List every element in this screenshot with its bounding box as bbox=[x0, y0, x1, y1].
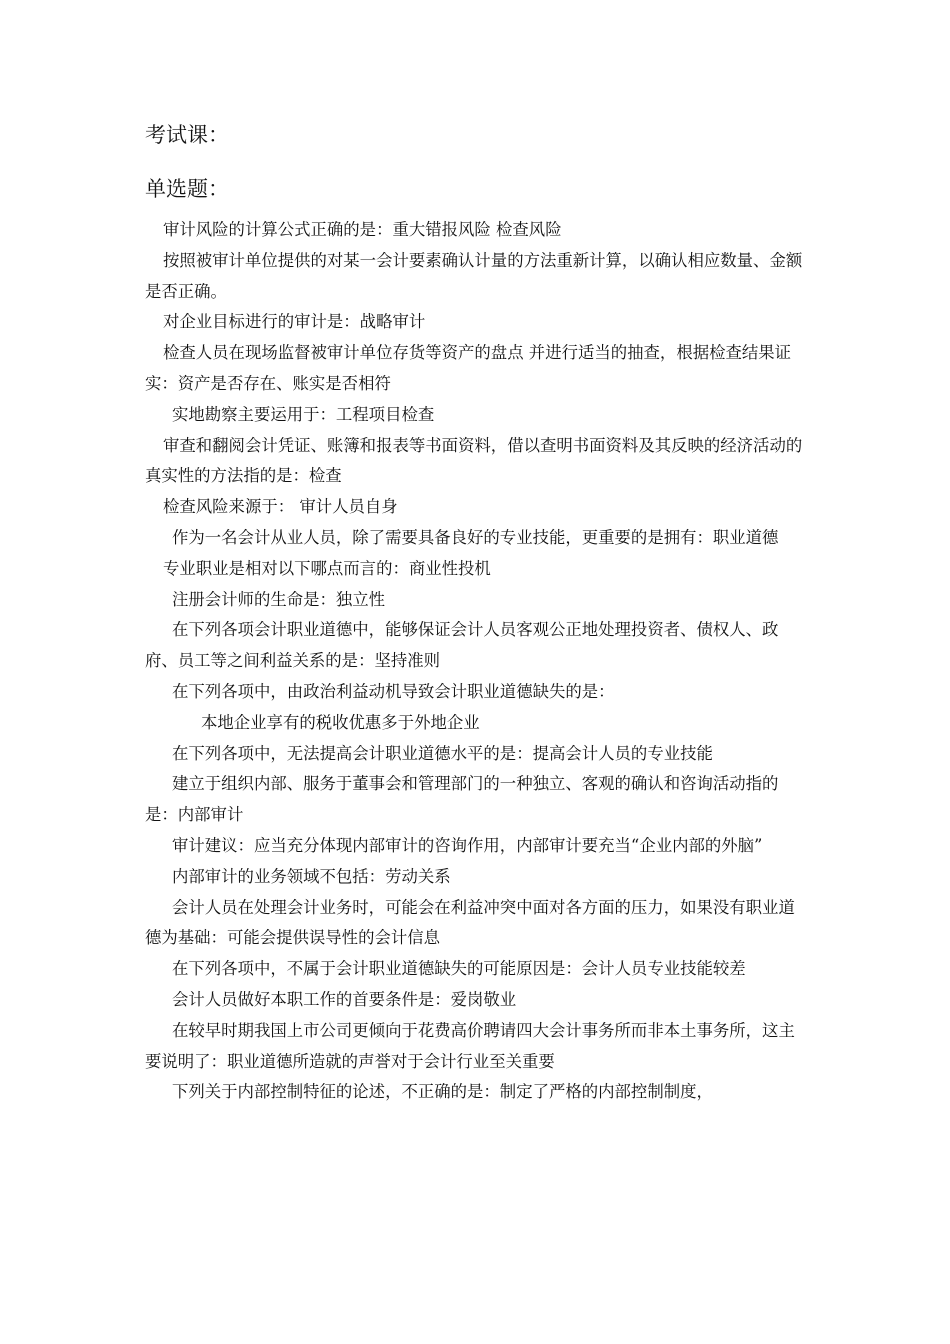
course-heading: 考试课： bbox=[145, 123, 229, 147]
list-item: 建立于组织内部、服务于董事会和管理部门的一种独立、客观的确认和咨询活动指的是：内部审计 bbox=[145, 774, 779, 825]
list-item: 在下列各项中，由政治利益动机导致会计职业道德缺失的是： bbox=[172, 681, 615, 701]
list-item: 在较早时期我国上市公司更倾向于花费高价聘请四大会计事务所而非本土事务所，这主要说明了：职业道德所造就的声誉对于会计行业至关重要 bbox=[145, 1020, 795, 1071]
section-heading: 单选题： bbox=[145, 177, 229, 201]
list-item: 检查风险来源于： 审计人员自身 bbox=[163, 497, 398, 517]
list-item: 作为一名会计从业人员，除了需要具备良好的专业技能，更重要的是拥有：职业道德 bbox=[172, 527, 779, 547]
list-item: 下列关于内部控制特征的论述，不正确的是：制定了严格的内部控制制度， bbox=[172, 1082, 713, 1102]
list-item: 按照被审计单位提供的对某一会计要素确认计量的方法重新计算，以确认相应数量、金额是否正确。 bbox=[145, 250, 803, 301]
list-item: 在下列各项中，不属于会计职业道德缺失的可能原因是：会计人员专业技能较差 bbox=[172, 959, 746, 979]
list-item: 专业职业是相对以下哪点而言的：商业性投机 bbox=[163, 558, 491, 578]
list-item: 在下列各项会计职业道德中，能够保证会计人员客观公正地处理投资者、债权人、政府、员工等之间利益关系的是：坚持准则 bbox=[145, 620, 779, 671]
list-item: 检查人员在现场监督被审计单位存货等资产的盘点 并进行适当的抽查，根据检查结果证实：资产是否存在、账实是否相符 bbox=[145, 343, 792, 393]
list-item: 审查和翻阅会计凭证、账簿和报表等书面资料，借以查明书面资料及其反映的经济活动的真实性的方法指的是：检查 bbox=[145, 435, 803, 486]
list-item: 在下列各项中，无法提高会计职业道德水平的是：提高会计人员的专业技能 bbox=[172, 743, 713, 763]
list-item: 本地企业享有的税收优惠多于外地企业 bbox=[201, 712, 480, 732]
list-item: 会计人员做好本职工作的首要条件是：爱岗敬业 bbox=[172, 989, 517, 1009]
list-item: 实地勘察主要运用于：工程项目检查 bbox=[172, 404, 435, 424]
list-item: 审计风险的计算公式正确的是：重大错报风险 检查风险 bbox=[163, 220, 562, 239]
list-item: 审计建议：应当充分体现内部审计的咨询作用，内部审计要充当“企业内部的外脑” bbox=[172, 835, 763, 855]
list-item: 注册会计师的生命是：独立性 bbox=[172, 589, 386, 609]
list-item: 内部审计的业务领域不包括：劳动关系 bbox=[172, 866, 451, 886]
list-item: 对企业目标进行的审计是：战略审计 bbox=[163, 312, 426, 332]
question-list bbox=[145, 215, 807, 1108]
list-item: 会计人员在处理会计业务时，可能会在利益冲突中面对各方面的压力，如果没有职业道德为基础：可能会提供误导性的会计信息 bbox=[145, 897, 795, 948]
